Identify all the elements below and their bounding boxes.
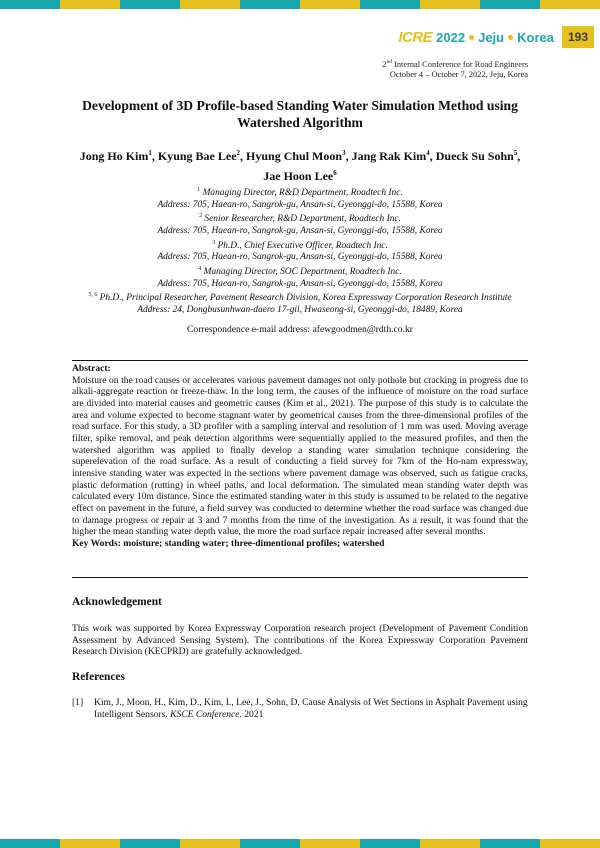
affiliation-role: $^4$ Managing Director, SOC Department, Roadtech Inc. bbox=[198, 265, 402, 278]
paper-title: Development of 3D Profile-based Standing Water Simulation Method using Watershed Algorithm bbox=[82, 98, 518, 130]
logo-country: Korea bbox=[517, 29, 554, 45]
abstract-heading: Abstract: bbox=[72, 363, 111, 374]
affiliation-role: $^2$ Senior Researcher, R&D Department, Roadtech Inc. bbox=[199, 213, 401, 225]
acknowledgement-heading: Acknowledgement bbox=[72, 596, 162, 608]
conference-logo bbox=[398, 26, 594, 48]
logo-dot-icon bbox=[469, 35, 474, 40]
conference-info bbox=[382, 57, 528, 81]
keywords: Key Words: moisture; standing water; three-dimentional profiles; watershed bbox=[72, 537, 385, 549]
abstract-body: Moisture on the road causes or accelerates various pavement damages not only pothole but cracking in progress due to alkali-aggregate reaction or freeze-thaw. In the long term, the causes of the influence of moisture on the road surface are divided into material causes and geometric causes (Kim et al., 2021). The purpose of this study is to calculate the area and volume expected to become stagnant water by geometrical causes from the three-dimensional profiles of the road surface. For this study, a 3D profiler with a sampling interval and resolution of 1 mm was used. Moving average filter, spike removal, and peak detection algorithms were sequentially applied to the measured profiles, and then the watershed algorithm was applied to finally develop a standing water simulation technique considering the superelevation of the road surface. As a result of conducting a field survey for 7km of the Ho-nam expressway, intensive standing water was expected in the sections where pavement damage was observed, such as fatigue cracks, plastic deformation (rutting) in wheel paths, and local deformation. The simulated mean standing water depth was calculated every 10m distance. Since the estimated standing water in this study is assumed to be related to the negative effect on pavement in the future, a field survey was conducted to determine whether the road surface was changed due to damage progress or repair at 3 and 7 months from the time of the investigation. As a result, it was found that the higher the mean standing water depth value, the more the road surface repair increased after several months. bbox=[72, 374, 528, 538]
correspondence-email: Correspondence e-mail address: afewgoodmen@rdth.co.kr bbox=[187, 324, 413, 335]
abstract-section bbox=[72, 363, 528, 550]
reference-item bbox=[72, 697, 528, 720]
author: Jae Hoon Lee$^6$ bbox=[263, 169, 337, 183]
reference-number: [1] bbox=[72, 697, 84, 708]
abstract-bottom-rule bbox=[72, 577, 528, 578]
affiliation-role: $^1$ Managing Director, R&D Department, Roadtech Inc. bbox=[197, 187, 403, 199]
reference-journal: KSCE Conference bbox=[170, 708, 240, 720]
abstract-top-rule bbox=[72, 360, 528, 361]
bottom-stripe-bar bbox=[0, 839, 600, 848]
acknowledgement-body: This work was supported by Korea Expressway Corporation research project (Development of Pavement Condition Assessment by Advanced Sensing System). The contributions of the Korea Expressway Corporation Pavement Research Division (KECPRD) are gratefully acknowledged. bbox=[72, 623, 528, 658]
logo-mark: ICRE bbox=[398, 28, 433, 46]
affiliation-role: $^3$ Ph.D., Chief Executive Officer, Roadtech Inc. bbox=[212, 239, 388, 251]
affiliation-address: Address: 24, Dongbusunhwan-daero 17-gil, Hwaseong-si, Gyeonggi-do, 18489, Korea bbox=[137, 304, 463, 315]
affiliation-address: Address: 705, Haean-ro, Sangrok-gu, Ansan-si, Gyeonggi-do, 15588, Korea bbox=[157, 252, 443, 263]
affiliations bbox=[70, 185, 530, 317]
conference-dates: October 4 – October 7, 2022, Jeju, Korea bbox=[389, 70, 528, 80]
affiliation-address: Address: 705, Haean-ro, Sangrok-gu, Ansan-si, Gyeonggi-do, 15588, Korea bbox=[157, 226, 443, 237]
logo-dot-icon bbox=[508, 35, 513, 40]
affiliation-address: Address: 705, Haean-ro, Sangrok-gu, Ansan-si, Gyeonggi-do, 15588, Korea bbox=[157, 199, 443, 210]
affiliation-role: $^{5, 6}$ Ph.D., Principal Researcher, Pavement Research Division, Korea Expressway Corporation Research Institute bbox=[88, 292, 512, 304]
author: Kyung Bae Lee$^2$, bbox=[157, 149, 247, 163]
references-heading: References bbox=[72, 671, 125, 683]
affiliation-address: Address: 705, Haean-ro, Sangrok-gu, Ansan-si, Gyeonggi-do, 15588, Korea bbox=[157, 278, 443, 289]
conference-name: 2nd Internal Conference for Road Engineers bbox=[382, 59, 528, 69]
logo-city: Jeju bbox=[478, 29, 505, 45]
author: Jang Rak Kim$^4$, bbox=[351, 149, 436, 163]
top-stripe-bar bbox=[0, 0, 600, 9]
author: Dueck Su Sohn$^5$, bbox=[435, 149, 521, 163]
reference-text: Kim, J., Moon, H., Kim, D., Kim, I., Lee, J., Sohn, D. Cause Analysis of Wet Sections in Asphalt Pavement using Intelligent Sensors. KSCE Conference. 2021 bbox=[94, 697, 528, 720]
author: Hyung Chul Moon$^3$, bbox=[246, 149, 352, 163]
logo-year: 2022 bbox=[436, 29, 466, 45]
page-number: 193 bbox=[562, 26, 594, 48]
author: Jong Ho Kim$^1$, bbox=[79, 149, 158, 163]
author-list bbox=[60, 145, 540, 185]
